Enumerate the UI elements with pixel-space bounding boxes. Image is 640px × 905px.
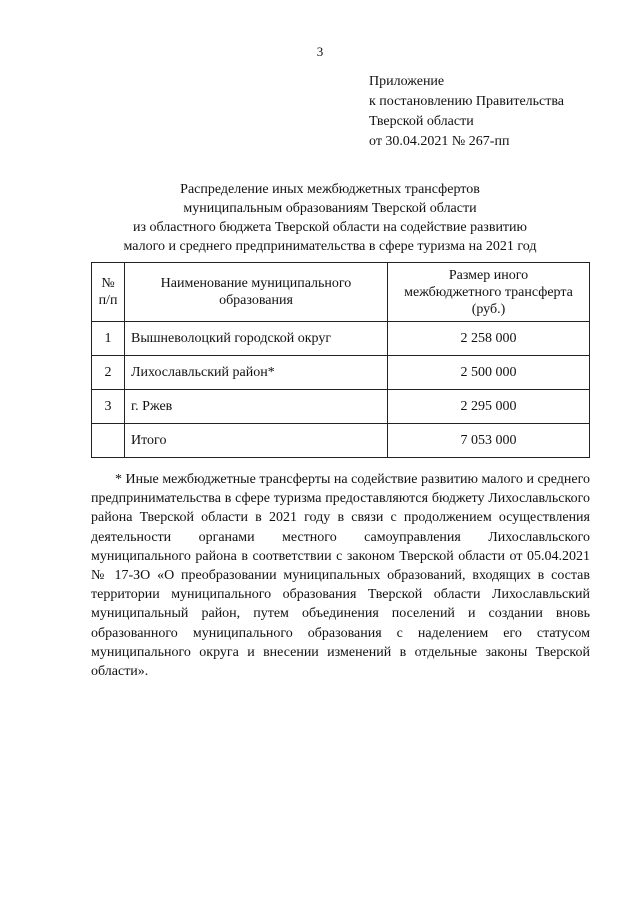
- page-number: 3: [316, 44, 324, 59]
- header-text: Наименование муниципального: [160, 276, 352, 291]
- header-number: [92, 263, 125, 322]
- row-name: Лихославльский район*: [125, 356, 388, 390]
- header-text: Размер иного: [448, 267, 529, 283]
- table-header-row: [92, 263, 590, 322]
- row-name: г. Ржев: [125, 390, 388, 424]
- appendix-line: к постановлению Правительства: [369, 94, 565, 109]
- total-label: Итого: [125, 424, 388, 458]
- document-title: [70, 180, 590, 256]
- title-line: Распределение иных межбюджетных трансфертов: [180, 182, 480, 197]
- table-row: [92, 356, 590, 390]
- total-amount: 7 053 000: [388, 424, 590, 458]
- row-name: Вышневолоцкий городской округ: [125, 322, 388, 356]
- total-number: [92, 424, 125, 458]
- footnote: * Иные межбюджетные трансферты на содействие развитию малого и среднего предпринимательства в сфере туризма предоставляются бюджету Лихославльского района Тверской области в 2021 году в связи с продолжением осуществления деятельности органами местного самоуправления Лихославльского муниципального района в соответствии с законом Тверской области от 05.04.2021 № 17-ЗО «О преобразовании муниципальных образований, входящих в состав территории муниципального образования Тверской области Лихославльский муниципальный район, путем объединения поселений и создании вновь образованного муниципального образования с наделением его статусом муниципального округа и внесении изменений в отдельные законы Тверской области».: [91, 472, 590, 680]
- appendix-block: [369, 72, 564, 152]
- header-text: (руб.): [471, 301, 506, 317]
- transfers-table: [91, 262, 590, 458]
- table-row: [92, 322, 590, 356]
- title-line: малого и среднего предпринимательства в сфере туризма на 2021 год: [123, 239, 537, 254]
- appendix-line: от 30.04.2021 № 267-пп: [369, 134, 510, 149]
- header-amount: [388, 263, 590, 322]
- row-number: 3: [92, 390, 125, 424]
- row-amount: 2 500 000: [388, 356, 590, 390]
- header-text: №: [101, 276, 115, 291]
- row-number: 2: [92, 356, 125, 390]
- row-amount: 2 258 000: [388, 322, 590, 356]
- appendix-line: Приложение: [369, 74, 445, 89]
- header-text: образования: [219, 293, 293, 308]
- header-name: [125, 263, 388, 322]
- table-row: [92, 390, 590, 424]
- header-text: межбюджетного трансферта: [404, 284, 573, 300]
- row-amount: 2 295 000: [388, 390, 590, 424]
- header-text: п/п: [98, 293, 118, 308]
- row-number: 1: [92, 322, 125, 356]
- title-line: из областного бюджета Тверской области на содействие развитию: [132, 220, 528, 235]
- title-line: муниципальным образованиям Тверской области: [183, 201, 477, 216]
- appendix-line: Тверской области: [369, 114, 474, 129]
- table-total-row: [92, 424, 590, 458]
